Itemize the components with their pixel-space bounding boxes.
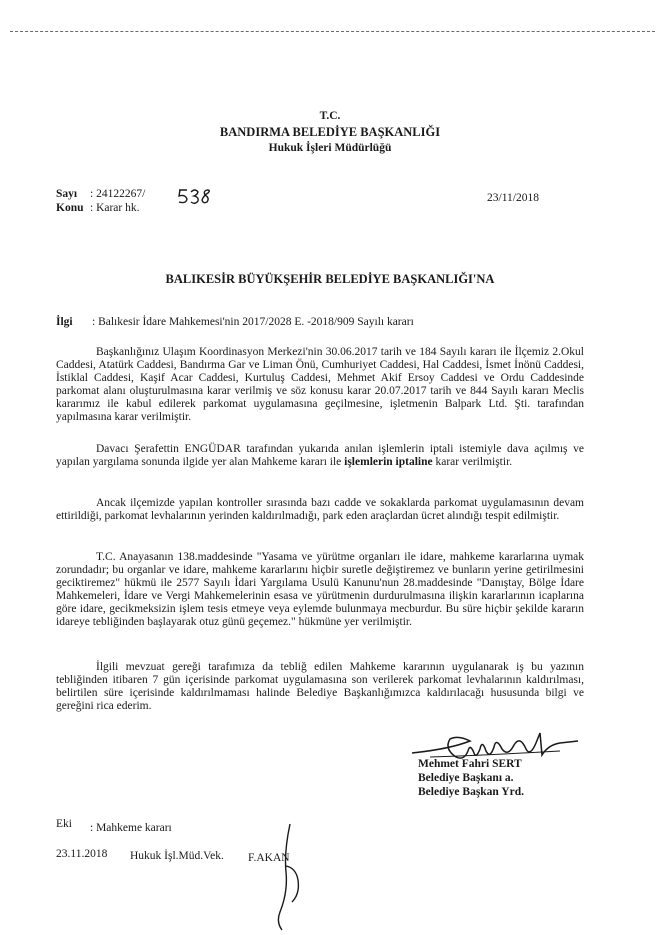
attachments-value: : Mahkeme kararı xyxy=(90,822,172,834)
paragraph-1 xyxy=(56,346,584,424)
document-date: 23/11/2018 xyxy=(487,192,539,204)
paragraph-5-text: İlgili mevzuat gereği tarafımıza da tebliğ edilen Mahkeme kararının uygulanarak iş bu yazının tebliğinden itibaren 7 gün içerisinde parkomat uygulamasına son verilerek parkomat levhalarının kaldırılması, belirtilen süre içerisinde kaldırılmaması halinde Belediye Başkanlığımızca kaldırılacağı hususunda bilgi ve gereğini rica ederim. xyxy=(56,661,584,712)
sayi-value: : 24122267/ xyxy=(90,188,146,200)
header-department: Hukuk İşleri Müdürlüğü xyxy=(268,142,392,154)
footer-date: 23.11.2018 xyxy=(56,848,108,860)
recipient-title: BALIKESİR BÜYÜKŞEHİR BELEDİYE BAŞKANLIĞI'NA xyxy=(165,272,495,286)
konu-value: : Karar hk. xyxy=(90,202,140,214)
paragraph-2-tail: karar verilmiştir. xyxy=(432,456,513,468)
signatory-title-1: Belediye Başkanı a. xyxy=(418,772,514,784)
signatory-name: Mehmet Fahri SERT xyxy=(418,758,522,770)
paragraph-3-text: Ancak ilçemizde yapılan kontroller sırasında bazı cadde ve sokaklarda parkomat uygulamasının devam ettirildiği, parkomat levhalarının yerinden kaldırılmadığı, park eden araçlardan ücret alındığı tespit edilmiştir. xyxy=(56,497,584,522)
initial-mark xyxy=(270,822,310,932)
ilgi-label: İlgi xyxy=(56,316,73,328)
paragraph-3 xyxy=(56,497,584,523)
paragraph-2-bold: işlemlerin iptaline xyxy=(344,456,433,468)
paragraph-1-text: Başkanlığınız Ulaşım Koordinasyon Merkezi'nin 30.06.2017 tarih ve 184 Sayılı kararı ile İlçemiz 2.Okul Caddesi, Atatürk Caddesi, Bandırma Gar ve Liman Önü, Cumhuriyet Caddesi, Hal Caddesi, İsmet İnönü Caddesi, İstiklal Caddesi, Kaşif Acar Caddesi, Kurtuluş Caddesi, Mehmet Akif Ersoy Caddesi ve Ordu Caddesinde parkomat alanı oluşturulmasına karar verilmiş ve söz konusu karar 20.07.2017 tarih ve 844 Sayılı kararı Meclis kararımız ile kabul edilerek parkomat uygulamasına geçilmesine, işletmenin Balpark Ltd. Şti. tarafından yapılmasına karar verilmiştir. xyxy=(56,346,584,423)
signatory-title-2: Belediye Başkan Yrd. xyxy=(418,786,524,798)
paragraph-5 xyxy=(56,661,584,713)
sayi-label: Sayı xyxy=(56,188,78,200)
paragraph-4 xyxy=(56,551,584,629)
attachments-label: Eki xyxy=(56,818,72,830)
paragraph-2 xyxy=(56,443,584,469)
header-municipality: BANDIRMA BELEDİYE BAŞKANLIĞI xyxy=(219,125,441,139)
paragraph-2-text: Davacı Şerafettin ENGÜDAR tarafından yukarıda anılan işlemlerin iptali istemiyle dava açılmış ve yapılan yargılama sonunda ilgide yer alan Mahkeme kararı ile xyxy=(56,443,584,468)
ilgi-value: : Balıkesir İdare Mahkemesi'nin 2017/2028 E. -2018/909 Sayılı kararı xyxy=(92,316,414,328)
konu-label: Konu xyxy=(56,202,84,214)
paragraph-4-text: T.C. Anayasanın 138.maddesinde "Yasama ve yürütme organları ile idare, mahkeme kararlarına uymak zorundadır; bu organlar ve idare, mahkeme kararlarını hiçbir suretle değiştiremez ve bunların yerine getirilmesini geciktiremez" hükmü ile 2577 Sayılı İdari Yargılama Usulü Kanunu'nun 28.maddesinde "Danıştay, Bölge İdare Mahkemeleri, İdare ve Vergi Mahkemelerinin esasa ve yürütmenin durdurulmasına ilişkin kararlarının icaplarına göre idare, gecikmeksizin işlem tesis etmeye veya eylemde bulunmaya mecburdur. Bu süre hiçbir şekilde kararın idareye tebliğinden başlayarak otuz günü geçemez." hükmüne yer verilmiştir. xyxy=(56,551,584,628)
footer-initials: F.AKAN xyxy=(248,852,290,864)
sayi-handwritten-number xyxy=(176,186,218,206)
header-tc: T.C. xyxy=(319,110,341,122)
top-scan-line xyxy=(10,31,655,32)
footer-role: Hukuk İşl.Müd.Vek. xyxy=(130,850,224,862)
